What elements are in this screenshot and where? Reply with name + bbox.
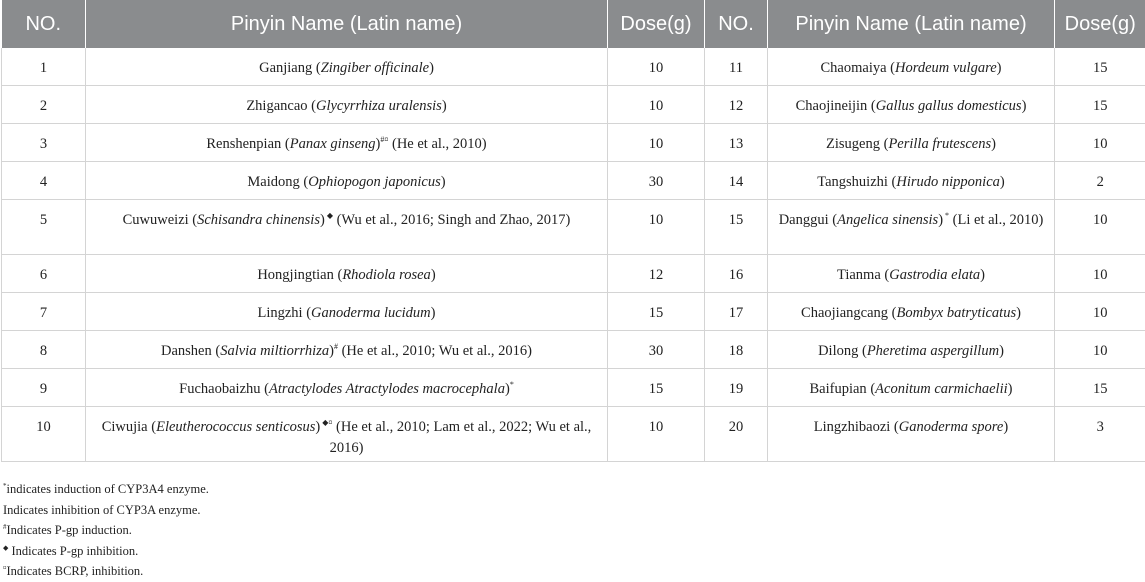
footnote [3,561,209,582]
cell-herb-name: Chaojiangcang (Bombyx batryticatus) [768,293,1055,331]
cell-herb-name: Danggui (Angelica sinensis) * (Li et al., 2010) [768,200,1055,255]
cell-herb-name: Danshen (Salvia miltiorrhiza)# (He et al., 2010; Wu et al., 2016) [86,331,608,369]
cell-dose: 15 [1055,86,1145,124]
cell-dose: 10 [1055,200,1145,255]
pinyin-name: Zhigancao [246,98,307,114]
cell-dose: 30 [608,331,705,369]
cell-dose: 10 [608,48,705,86]
latin-name: Gallus gallus domesticus [876,98,1022,114]
latin-name: Ophiopogon japonicus [308,174,441,190]
cell-number: 4 [2,162,86,200]
effect-markers: * [510,380,514,389]
table-row [2,369,1145,407]
footnote-text: Indicates P-gp induction. [7,523,132,537]
footnote-marker: ◆ [3,543,8,551]
cell-dose: 10 [1055,293,1145,331]
cell-dose: 15 [1055,48,1145,86]
pinyin-name: Tangshuizhi [817,174,888,190]
effect-markers: # [334,342,338,351]
cell-dose: 10 [1055,124,1145,162]
pinyin-name: Renshenpian [206,136,281,152]
cell-number: 16 [705,255,768,293]
cell-herb-name: Baifupian (Aconitum carmichaelii) [768,369,1055,407]
header-dose-right: Dose(g) [1055,0,1145,48]
pinyin-name: Baifupian [810,381,867,397]
latin-name: Ganoderma spore [899,419,1004,435]
latin-name: Zingiber officinale [321,60,429,76]
footnote-text: Indicates BCRP, inhibition. [7,564,144,578]
cell-number: 18 [705,331,768,369]
table-row [2,293,1145,331]
cell-number: 5 [2,200,86,255]
cell-number: 19 [705,369,768,407]
pinyin-name: Tianma [837,267,881,283]
table-row [2,162,1145,200]
latin-name: Atractylodes Atractylodes macrocephala [269,381,505,397]
latin-name: Eleutherococcus senticosus [156,419,315,435]
cell-dose: 15 [608,369,705,407]
pinyin-name: Lingzhi [257,305,302,321]
cell-herb-name: Dilong (Pheretima aspergillum) [768,331,1055,369]
cell-herb-name: Tianma (Gastrodia elata) [768,255,1055,293]
latin-name: Hordeum vulgare [895,60,997,76]
pinyin-name: Fuchaobaizhu [179,381,260,397]
cell-number: 3 [2,124,86,162]
latin-name: Bombyx batryticatus [897,305,1017,321]
latin-name: Gastrodia elata [889,267,980,283]
reference-citation: (He et al., 2010; Wu et al., 2016) [338,343,532,359]
cell-herb-name: Zhigancao (Glycyrrhiza uralensis) [86,86,608,124]
latin-name: Hirudo nipponica [896,174,1000,190]
cell-herb-name: Ganjiang (Zingiber officinale) [86,48,608,86]
latin-name: Panax ginseng [290,136,376,152]
header-dose-left: Dose(g) [608,0,705,48]
pinyin-name: Cuwuweizi [123,212,189,228]
effect-markers: ◆¤ [320,418,332,427]
cell-herb-name: Hongjingtian (Rhodiola rosea) [86,255,608,293]
cell-number: 17 [705,293,768,331]
latin-name: Rhodiola rosea [342,267,430,283]
table-row [2,200,1145,255]
pinyin-name: Chaojineijin [796,98,868,114]
pinyin-name: Ganjiang [259,60,312,76]
cell-herb-name: Renshenpian (Panax ginseng)#¤ (He et al., 2010) [86,124,608,162]
pinyin-name: Hongjingtian [257,267,334,283]
effect-markers: * [943,211,949,220]
cell-number: 9 [2,369,86,407]
latin-name: Salvia miltiorrhiza [220,343,329,359]
pinyin-name: Maidong [247,174,299,190]
cell-herb-name: Lingzhibaozi (Ganoderma spore) [768,407,1055,462]
cell-herb-name: Cuwuweizi (Schisandra chinensis) ◆ (Wu et al., 2016; Singh and Zhao, 2017) [86,200,608,255]
effect-markers: #¤ [380,135,388,144]
pinyin-name: Danshen [161,343,212,359]
pinyin-name: Chaomaiya [821,60,887,76]
header-no-right: NO. [705,0,768,48]
header-name-left: Pinyin Name (Latin name) [86,0,608,48]
cell-herb-name: Chaojineijin (Gallus gallus domesticus) [768,86,1055,124]
cell-number: 15 [705,200,768,255]
cell-dose: 10 [1055,255,1145,293]
reference-citation: (Wu et al., 2016; Singh and Zhao, 2017) [333,212,570,228]
cell-number: 2 [2,86,86,124]
cell-dose: 10 [608,86,705,124]
cell-herb-name: Fuchaobaizhu (Atractylodes Atractylodes macrocephala)* [86,369,608,407]
pinyin-name: Zisugeng [826,136,880,152]
cell-number: 20 [705,407,768,462]
cell-number: 11 [705,48,768,86]
footnote-marker: ¤ [3,564,7,572]
footnote [3,479,209,500]
footnote-text: indicates induction of CYP3A4 enzyme. [7,482,209,496]
latin-name: Ganoderma lucidum [311,305,431,321]
latin-name: Perilla frutescens [888,136,991,152]
cell-number: 1 [2,48,86,86]
table-header-row [2,0,1145,48]
cell-dose: 15 [608,293,705,331]
footnote-marker: # [3,523,7,531]
cell-dose: 10 [1055,331,1145,369]
cell-dose: 10 [608,200,705,255]
cell-dose: 12 [608,255,705,293]
cell-number: 12 [705,86,768,124]
table-row [2,331,1145,369]
cell-herb-name: Maidong (Ophiopogon japonicus) [86,162,608,200]
table-row [2,407,1145,462]
table-row [2,86,1145,124]
pinyin-name: Danggui [779,212,829,228]
latin-name: Aconitum carmichaelii [875,381,1007,397]
footnote [3,541,209,562]
table-row [2,255,1145,293]
table-row [2,124,1145,162]
reference-citation: (He et al., 2010; Lam et al., 2022; Wu et al., 2016) [330,419,592,456]
cell-dose: 15 [1055,369,1145,407]
cell-number: 13 [705,124,768,162]
cell-dose: 30 [608,162,705,200]
cell-herb-name: Lingzhi (Ganoderma lucidum) [86,293,608,331]
cell-herb-name: Zisugeng (Perilla frutescens) [768,124,1055,162]
latin-name: Glycyrrhiza uralensis [316,98,442,114]
footnote-text: Indicates P-gp inhibition. [8,544,138,558]
header-no-left: NO. [2,0,86,48]
pinyin-name: Chaojiangcang [801,305,888,321]
cell-dose: 10 [608,407,705,462]
footnote-text: Indicates inhibition of CYP3A enzyme. [3,503,201,517]
header-name-right: Pinyin Name (Latin name) [768,0,1055,48]
cell-herb-name: Chaomaiya (Hordeum vulgare) [768,48,1055,86]
table-footnotes [3,479,209,582]
cell-dose: 3 [1055,407,1145,462]
cell-number: 6 [2,255,86,293]
footnote [3,520,209,541]
footnote [3,500,209,521]
latin-name: Schisandra chinensis [197,212,320,228]
herb-dose-table [1,0,1145,462]
cell-number: 10 [2,407,86,462]
cell-number: 14 [705,162,768,200]
pinyin-name: Dilong [818,343,858,359]
cell-herb-name: Tangshuizhi (Hirudo nipponica) [768,162,1055,200]
pinyin-name: Ciwujia [102,419,148,435]
reference-citation: (He et al., 2010) [388,136,486,152]
cell-herb-name: Ciwujia (Eleutherococcus senticosus) ◆¤ (He et al., 2010; Lam et al., 2022; Wu et al., 2016) [86,407,608,462]
cell-number: 7 [2,293,86,331]
pinyin-name: Lingzhibaozi [814,419,891,435]
table-row [2,48,1145,86]
latin-name: Angelica sinensis [837,212,938,228]
latin-name: Pheretima aspergillum [867,343,999,359]
reference-citation: (Li et al., 2010) [949,212,1043,228]
cell-dose: 10 [608,124,705,162]
cell-number: 8 [2,331,86,369]
cell-dose: 2 [1055,162,1145,200]
effect-markers: ◆ [325,211,333,220]
footnote-marker: * [3,482,7,490]
